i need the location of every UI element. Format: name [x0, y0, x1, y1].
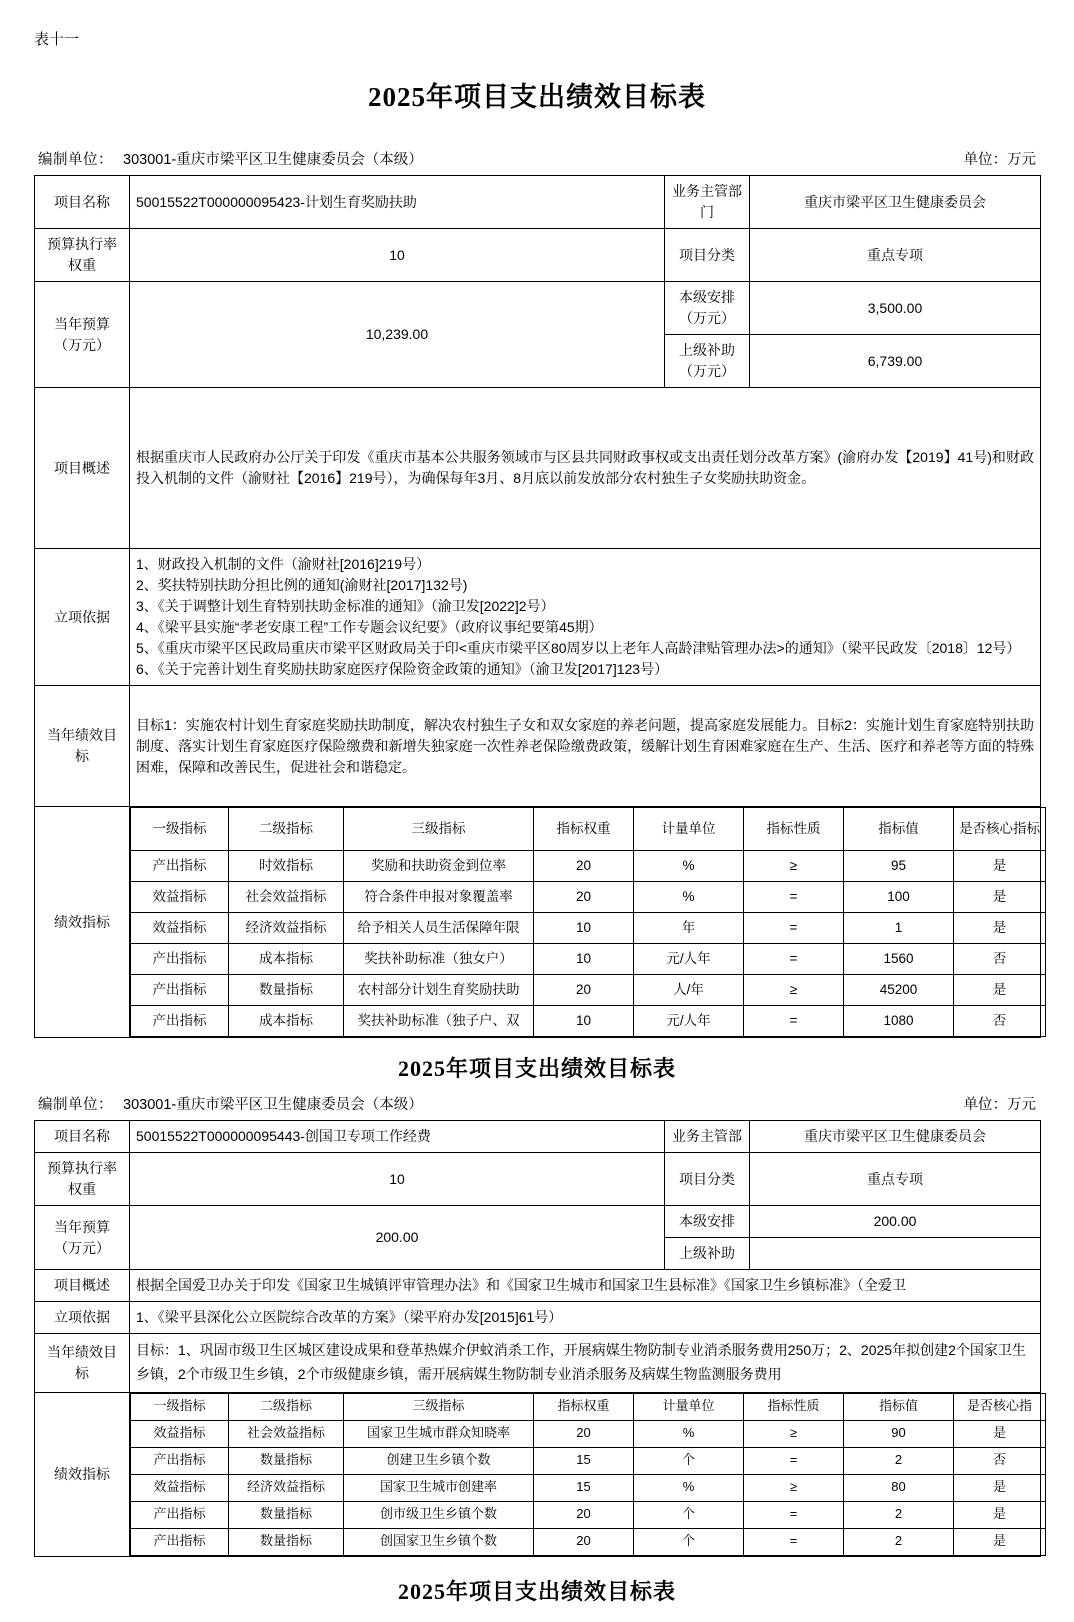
section3-title: 2025年项目支出绩效目标表 — [397, 1578, 676, 1604]
indicator-cell: 产出指标 — [131, 1447, 229, 1474]
table-row — [35, 807, 1041, 1038]
table-row — [131, 913, 1046, 944]
basis-label: 立项依据 — [35, 549, 130, 686]
exec-rate-value: 10 — [130, 1153, 665, 1206]
indicator-cell: 效益指标 — [131, 882, 229, 913]
section1-table — [34, 175, 1041, 1038]
upper-subsidy-value: 6,739.00 — [750, 335, 1041, 388]
indicator-header-cell: 指标权重 — [534, 1393, 634, 1420]
project-name-label: 项目名称 — [35, 1121, 130, 1153]
local-arrangement-label: 本级安排（万元） — [665, 282, 750, 335]
section2-unit-label: 编制单位： — [38, 1097, 113, 1113]
indicator-cell: 否 — [954, 1006, 1046, 1037]
table-row — [35, 1302, 1041, 1334]
indicator-cell: 经济效益指标 — [229, 913, 344, 944]
indicator-cell: 产出指标 — [131, 944, 229, 975]
section1-unit-value: 303001-重庆市梁平区卫生健康委员会（本级） — [123, 152, 423, 168]
indicator-header-cell: 三级指标 — [344, 808, 534, 851]
indicator-cell: 产出指标 — [131, 975, 229, 1006]
indicator-header-cell: 二级指标 — [229, 808, 344, 851]
dept-value: 重庆市梁平区卫生健康委员会 — [750, 176, 1041, 229]
performance-indicator-label: 绩效指标 — [35, 807, 130, 1038]
table-row — [131, 1006, 1046, 1037]
annual-goal-label: 当年绩效目标 — [35, 686, 130, 807]
indicator-cell: = — [744, 913, 844, 944]
performance-indicator-table-cell — [130, 1392, 1041, 1556]
indicator-cell: 社会效益指标 — [229, 882, 344, 913]
dept-value: 重庆市梁平区卫生健康委员会 — [750, 1121, 1041, 1153]
indicator-cell: % — [634, 851, 744, 882]
upper-subsidy-label: 上级补助（万元） — [665, 335, 750, 388]
budget-label: 当年预算（万元） — [35, 282, 130, 388]
indicator-cell: = — [744, 1528, 844, 1555]
indicator-header-cell: 是否核心指 — [954, 1393, 1046, 1420]
table-row — [35, 1334, 1041, 1393]
table-row — [35, 1206, 1041, 1238]
indicator-cell: 奖扶补助标准（独子户、双 — [344, 1006, 534, 1037]
indicator-header-cell: 指标值 — [844, 1393, 954, 1420]
indicator-cell: 奖扶补助标准（独女户） — [344, 944, 534, 975]
indicator-cell: 是 — [954, 1474, 1046, 1501]
indicator-cell: 效益指标 — [131, 1474, 229, 1501]
table-row — [131, 851, 1046, 882]
annual-goal-value: 目标1：实施农村计划生育家庭奖励扶助制度，解决农村独生子女和双女家庭的养老问题，提高家庭发展能力。目标2：实施计划生育家庭特别扶助制度、落实计划生育家庭医疗保险缴费和新增失独家庭一次性养老保险缴费政策，缓解计划生育困难家庭在生产、生活、医疗和养老等方面的特殊困难，保障和改善民生，促进社会和谐稳定。 — [130, 686, 1041, 807]
section1-title: 2025年项目支出绩效目标表 — [368, 82, 706, 112]
performance-indicator-table-cell — [130, 807, 1041, 1038]
budget-label: 当年预算（万元） — [35, 1206, 130, 1270]
indicator-cell: 元/人年 — [634, 944, 744, 975]
table-row — [131, 975, 1046, 1006]
indicator-cell: 20 — [534, 1501, 634, 1528]
section2-title: 2025年项目支出绩效目标表 — [397, 1056, 676, 1081]
indicator-header-cell: 指标值 — [844, 808, 954, 851]
indicator-header-cell: 计量单位 — [634, 808, 744, 851]
table-row — [131, 1501, 1046, 1528]
table-row — [131, 944, 1046, 975]
indicator-cell: 95 — [844, 851, 954, 882]
section2-meta-row — [34, 1093, 1040, 1120]
list-item: 5、《重庆市梁平区民政局重庆市梁平区财政局关于印<重庆市梁平区80周岁以上老年人高龄津贴管理办法>的通知》（梁平民政发〔2018〕12号） — [136, 640, 1021, 656]
indicator-cell: 是 — [954, 1420, 1046, 1447]
overview-label: 项目概述 — [35, 388, 130, 549]
indicator-cell: 成本指标 — [229, 944, 344, 975]
indicator-cell: 2 — [844, 1501, 954, 1528]
section1-money-unit: 单位：万元 — [963, 152, 1036, 168]
indicator-cell: 80 — [844, 1474, 954, 1501]
indicator-header-cell: 计量单位 — [634, 1393, 744, 1420]
indicator-header-row — [131, 1393, 1046, 1420]
indicator-cell: = — [744, 882, 844, 913]
table-row — [35, 282, 1041, 335]
indicator-cell: 20 — [534, 882, 634, 913]
indicator-cell: % — [634, 1474, 744, 1501]
indicator-table — [130, 1393, 1046, 1556]
list-item: 2、奖扶特别扶助分担比例的通知(渝财社[2017]132号) — [136, 577, 468, 593]
indicator-cell: 45200 — [844, 975, 954, 1006]
indicator-header-row — [131, 808, 1046, 851]
indicator-cell: 人/年 — [634, 975, 744, 1006]
indicator-cell: 产出指标 — [131, 851, 229, 882]
indicator-cell: 是 — [954, 1528, 1046, 1555]
local-arrangement-value: 3,500.00 — [750, 282, 1041, 335]
local-arrangement-value: 200.00 — [750, 1206, 1041, 1238]
local-arrangement-label: 本级安排 — [665, 1206, 750, 1238]
indicator-header-cell: 三级指标 — [344, 1393, 534, 1420]
indicator-cell: 2 — [844, 1528, 954, 1555]
indicator-cell: 10 — [534, 1006, 634, 1037]
indicator-cell: 个 — [634, 1528, 744, 1555]
table-row — [35, 176, 1041, 229]
indicator-cell: 90 — [844, 1420, 954, 1447]
dept-label: 业务主管部门 — [665, 176, 750, 229]
indicator-table — [130, 807, 1046, 1037]
table-row — [35, 549, 1041, 686]
table-row — [131, 1528, 1046, 1555]
indicator-cell: 20 — [534, 1528, 634, 1555]
indicator-cell: 10 — [534, 913, 634, 944]
indicator-cell: 2 — [844, 1447, 954, 1474]
table-row — [35, 1270, 1041, 1302]
indicator-cell: 符合条件申报对象覆盖率 — [344, 882, 534, 913]
section1-meta-row — [34, 148, 1040, 175]
indicator-cell: ≥ — [744, 1474, 844, 1501]
indicator-cell: 是 — [954, 975, 1046, 1006]
indicator-cell: 产出指标 — [131, 1501, 229, 1528]
annual-goal-value: 目标：1、巩固市级卫生区城区建设成果和登革热媒介伊蚊消杀工作，开展病媒生物防制专业消杀服务费用250万；2、2025年拟创建2个国家卫生乡镇，2个市级卫生乡镇，2个市级健康乡镇，需开展病媒生物防制专业消杀服务及病媒生物监测服务费用 — [130, 1334, 1041, 1393]
indicator-cell: 是 — [954, 913, 1046, 944]
indicator-cell: 数量指标 — [229, 1528, 344, 1555]
indicator-cell: 创市级卫生乡镇个数 — [344, 1501, 534, 1528]
table-row — [35, 1121, 1041, 1153]
indicator-header-cell: 一级指标 — [131, 808, 229, 851]
indicator-cell: 国家卫生城市创建率 — [344, 1474, 534, 1501]
indicator-cell: % — [634, 1420, 744, 1447]
indicator-cell: 奖励和扶助资金到位率 — [344, 851, 534, 882]
indicator-cell: ≥ — [744, 1420, 844, 1447]
indicator-cell: 否 — [954, 1447, 1046, 1474]
indicator-header-cell: 是否核心指标 — [954, 808, 1046, 851]
budget-value: 10,239.00 — [130, 282, 665, 388]
indicator-cell: 数量指标 — [229, 975, 344, 1006]
indicator-cell: 100 — [844, 882, 954, 913]
list-item: 6、《关于完善计划生育奖励扶助家庭医疗保险资金政策的通知》（渝卫发[2017]123号） — [136, 661, 669, 677]
indicator-cell: 15 — [534, 1447, 634, 1474]
indicator-cell: 10 — [534, 944, 634, 975]
indicator-cell: 20 — [534, 851, 634, 882]
indicator-cell: 个 — [634, 1501, 744, 1528]
indicator-cell: 1560 — [844, 944, 954, 975]
indicator-cell: = — [744, 944, 844, 975]
upper-subsidy-label: 上级补助 — [665, 1238, 750, 1270]
indicator-cell: 15 — [534, 1474, 634, 1501]
exec-rate-label: 预算执行率权重 — [35, 229, 130, 282]
overview-label: 项目概述 — [35, 1270, 130, 1302]
category-label: 项目分类 — [665, 1153, 750, 1206]
category-label: 项目分类 — [665, 229, 750, 282]
indicator-cell: 农村部分计划生育奖励扶助 — [344, 975, 534, 1006]
indicator-cell: % — [634, 882, 744, 913]
indicator-cell: 20 — [534, 975, 634, 1006]
upper-subsidy-value — [750, 1238, 1041, 1270]
indicator-cell: 效益指标 — [131, 913, 229, 944]
section1-unit-label: 编制单位： — [38, 152, 113, 168]
indicator-cell: ≥ — [744, 975, 844, 1006]
indicator-cell: 否 — [954, 944, 1046, 975]
indicator-cell: 给予相关人员生活保障年限 — [344, 913, 534, 944]
indicator-cell: 个 — [634, 1447, 744, 1474]
indicator-cell: 1080 — [844, 1006, 954, 1037]
project-name-value: 50015522T000000095443-创国卫专项工作经费 — [130, 1121, 665, 1153]
performance-indicator-label: 绩效指标 — [35, 1392, 130, 1556]
indicator-cell: 1 — [844, 913, 954, 944]
indicator-header-cell: 指标权重 — [534, 808, 634, 851]
basis-value: 1、《梁平县深化公立医院综合改革的方案》（梁平府办发[2015]61号） — [130, 1302, 1041, 1334]
exec-rate-value: 10 — [130, 229, 665, 282]
annual-goal-label: 当年绩效目标 — [35, 1334, 130, 1393]
indicator-cell: 数量指标 — [229, 1447, 344, 1474]
indicator-cell: 创建卫生乡镇个数 — [344, 1447, 534, 1474]
exec-rate-label: 预算执行率权重 — [35, 1153, 130, 1206]
indicator-header-cell: 二级指标 — [229, 1393, 344, 1420]
category-value: 重点专项 — [750, 1153, 1041, 1206]
table-row — [131, 1420, 1046, 1447]
budget-value: 200.00 — [130, 1206, 665, 1270]
table-row — [35, 1392, 1041, 1556]
table-row — [131, 1447, 1046, 1474]
indicator-header-cell: 指标性质 — [744, 808, 844, 851]
category-value: 重点专项 — [750, 229, 1041, 282]
indicator-cell: 是 — [954, 1501, 1046, 1528]
indicator-cell: 社会效益指标 — [229, 1420, 344, 1447]
list-item: 4、《梁平县实施“孝老安康工程”工作专题会议纪要》（政府议事纪要第45期） — [136, 619, 603, 635]
table-row — [35, 388, 1041, 549]
indicator-cell: 时效指标 — [229, 851, 344, 882]
indicator-cell: 效益指标 — [131, 1420, 229, 1447]
list-item: 1、财政投入机制的文件（渝财社[2016]219号） — [136, 556, 431, 572]
indicator-cell: 创国家卫生乡镇个数 — [344, 1528, 534, 1555]
indicator-cell: = — [744, 1447, 844, 1474]
dept-label: 业务主管部 — [665, 1121, 750, 1153]
indicator-cell: ≥ — [744, 851, 844, 882]
section2-table — [34, 1120, 1041, 1557]
indicator-cell: 年 — [634, 913, 744, 944]
table-row — [35, 1153, 1041, 1206]
indicator-cell: 20 — [534, 1420, 634, 1447]
indicator-cell: 是 — [954, 851, 1046, 882]
indicator-cell: = — [744, 1501, 844, 1528]
section2-unit-value: 303001-重庆市梁平区卫生健康委员会（本级） — [123, 1097, 423, 1113]
indicator-header-cell: 指标性质 — [744, 1393, 844, 1420]
indicator-header-cell: 一级指标 — [131, 1393, 229, 1420]
list-item: 3、《关于调整计划生育特别扶助金标准的通知》（渝卫发[2022]2号） — [136, 598, 555, 614]
table-row — [35, 229, 1041, 282]
indicator-cell: 经济效益指标 — [229, 1474, 344, 1501]
indicator-cell: = — [744, 1006, 844, 1037]
table-row — [131, 1474, 1046, 1501]
section2-money-unit: 单位：万元 — [963, 1097, 1036, 1113]
sheet-number-label: 表十一 — [34, 31, 80, 48]
indicator-cell: 产出指标 — [131, 1006, 229, 1037]
indicator-cell: 是 — [954, 882, 1046, 913]
overview-value: 根据重庆市人民政府办公厅关于印发《重庆市基本公共服务领域市与区县共同财政事权或支出责任划分改革方案》(渝府办发【2019】41号)和财政投入机制的文件（渝财社【2016】219号），为确保每年3月、8月底以前发放部分农村独生子女奖励扶助资金。 — [130, 388, 1041, 549]
basis-value — [130, 549, 1041, 686]
project-name-value: 50015522T000000095423-计划生育奖励扶助 — [130, 176, 665, 229]
basis-label: 立项依据 — [35, 1302, 130, 1334]
project-name-label: 项目名称 — [35, 176, 130, 229]
indicator-cell: 元/人年 — [634, 1006, 744, 1037]
indicator-cell: 国家卫生城市群众知晓率 — [344, 1420, 534, 1447]
table-row — [35, 686, 1041, 807]
indicator-cell: 产出指标 — [131, 1528, 229, 1555]
table-row — [131, 882, 1046, 913]
indicator-cell: 成本指标 — [229, 1006, 344, 1037]
indicator-cell: 数量指标 — [229, 1501, 344, 1528]
overview-value: 根据全国爱卫办关于印发《国家卫生城镇评审管理办法》和《国家卫生城市和国家卫生县标准》《国家卫生乡镇标准》（全爱卫 — [130, 1270, 1041, 1302]
